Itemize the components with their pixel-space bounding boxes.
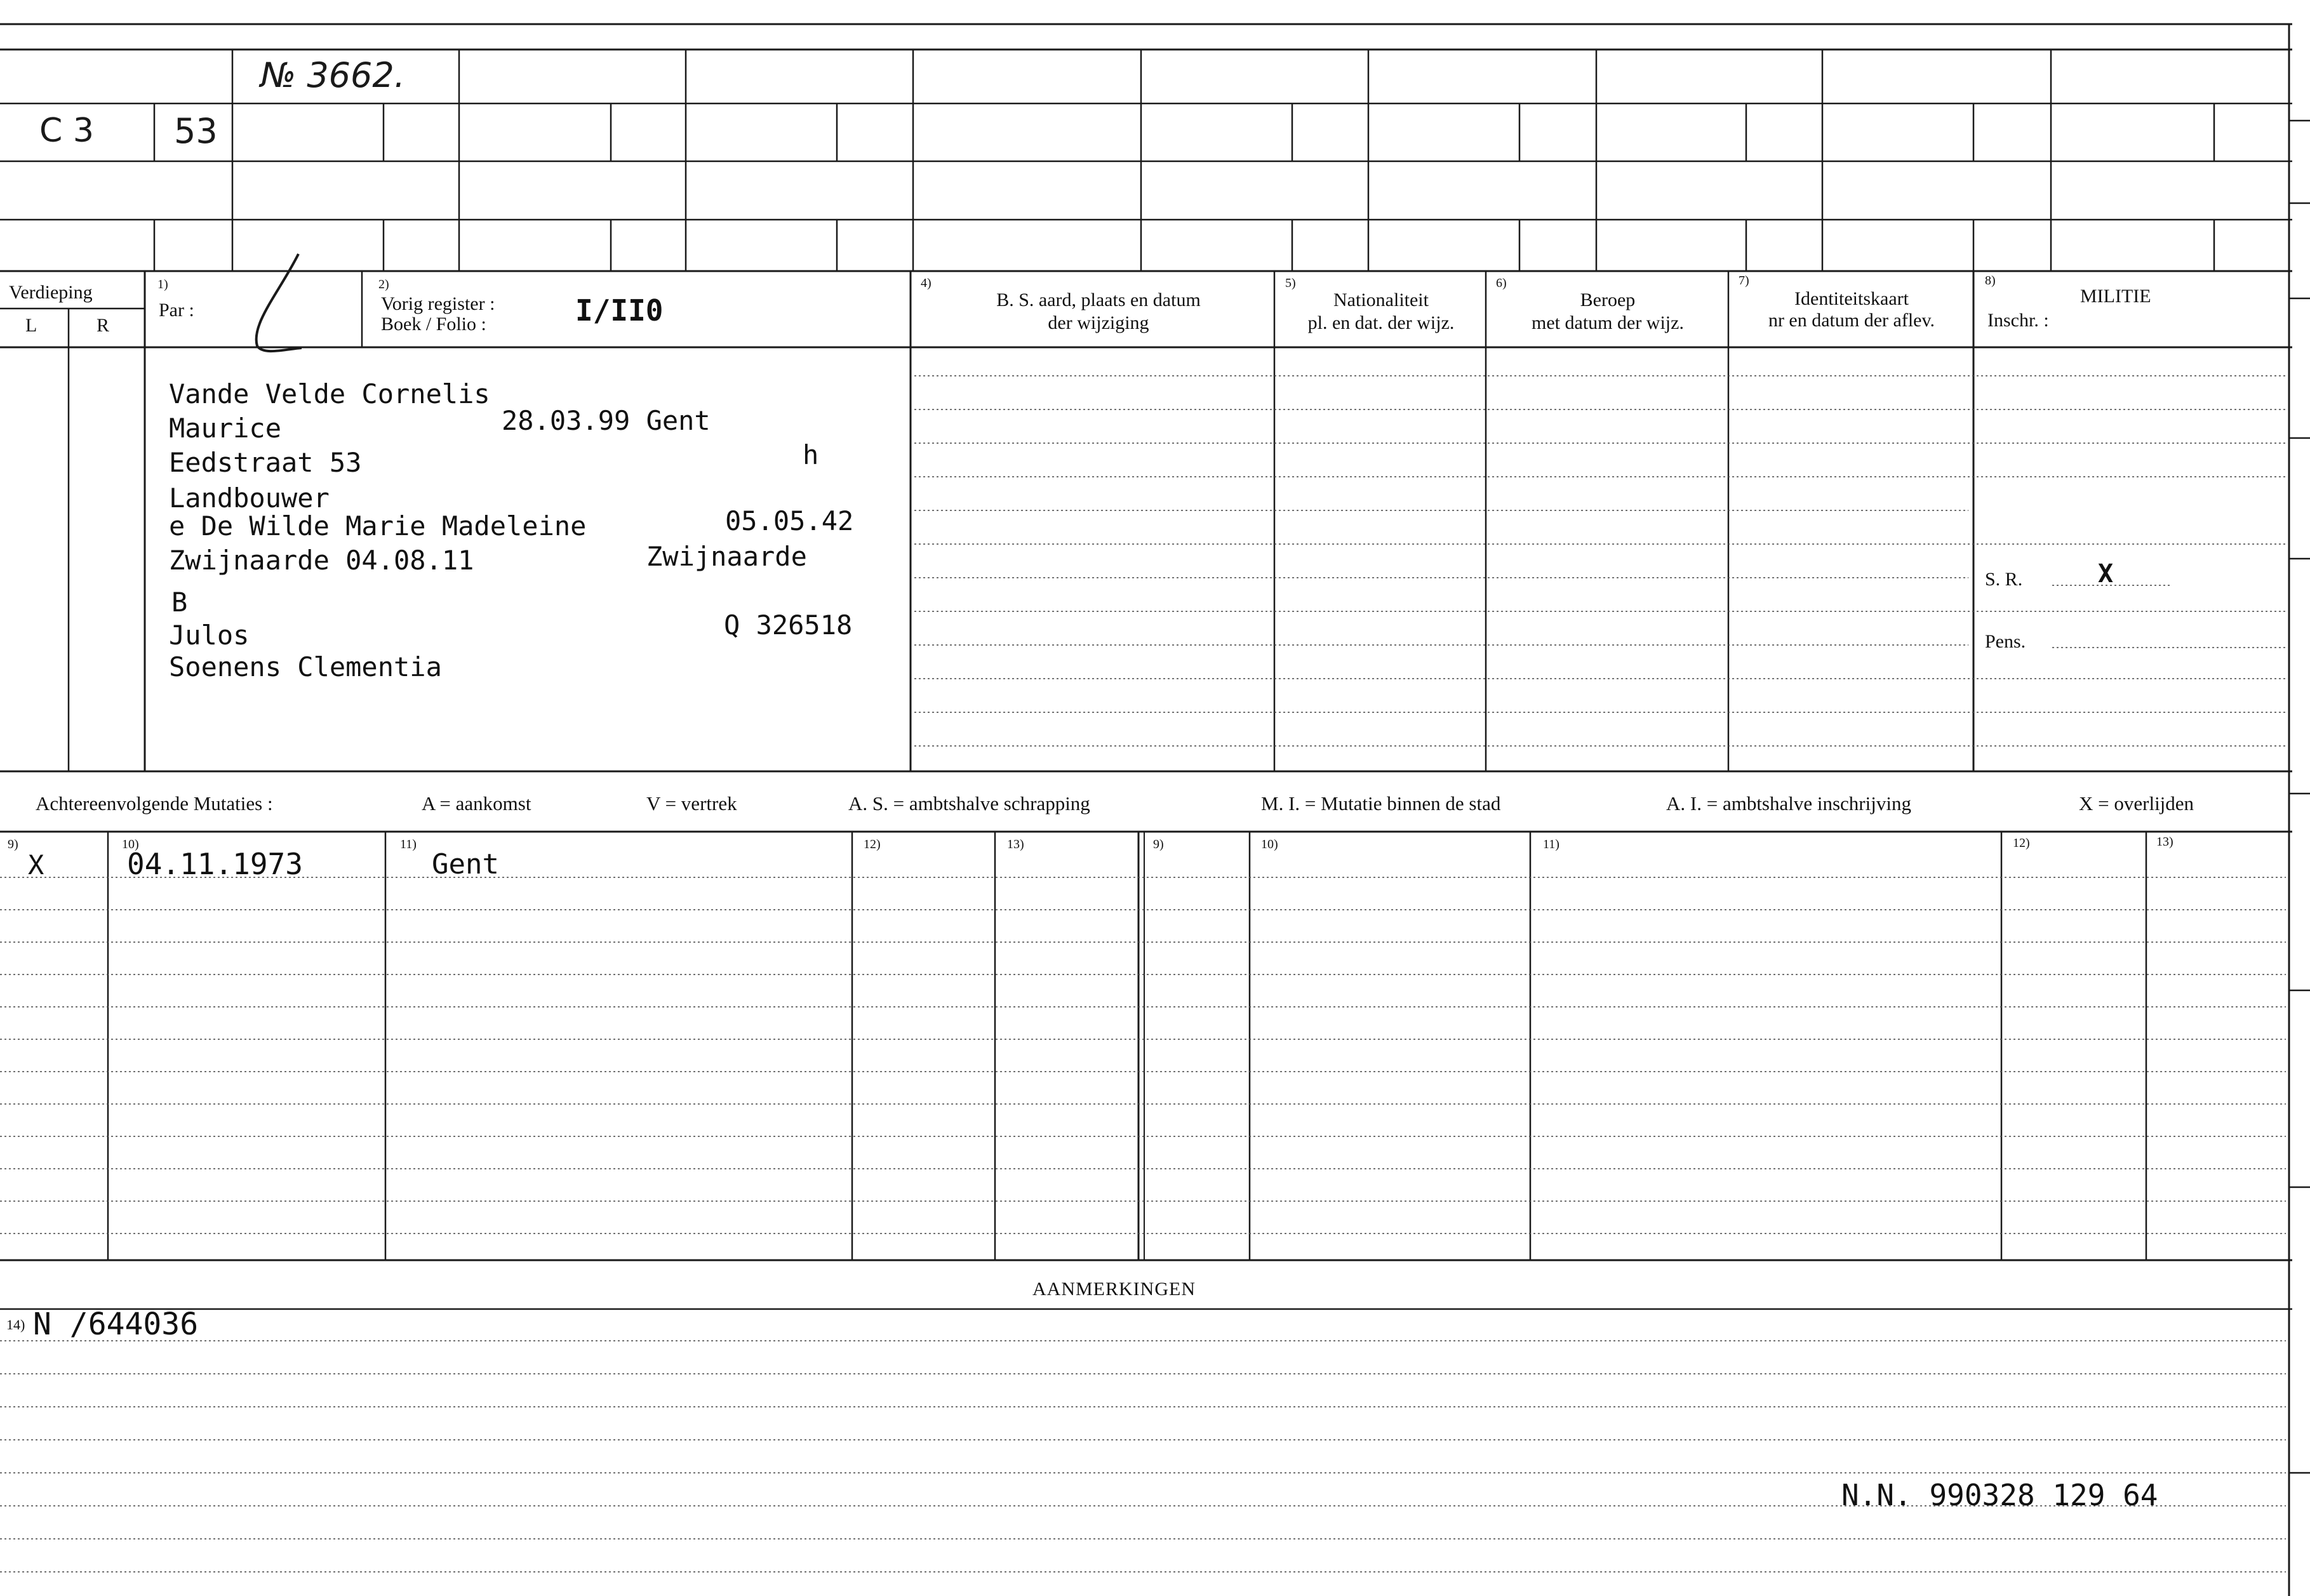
person-h-mark: h [803, 439, 819, 470]
militie-title: MILITIE [2080, 286, 2151, 307]
col4-header-line1: B. S. aard, plaats en datum [996, 289, 1201, 310]
col6-header-line2: met datum der wijz. [1532, 312, 1684, 333]
remarks-title: AANMERKINGEN [1032, 1279, 1196, 1300]
vorig-register-label: Vorig register : [381, 293, 495, 314]
sr-label: S. R. [1985, 569, 2023, 590]
vorig-register-value: I/II0 [575, 293, 664, 328]
mutation-col-12-right: 12) [2013, 836, 2030, 850]
mutation-col-13-left: 13) [1007, 837, 1024, 851]
field-number-7: 7) [1739, 274, 1749, 288]
remarks-line1: N /644036 [33, 1307, 199, 1342]
grid-cell-c3: C 3 [39, 112, 94, 150]
mutation-col-13-right: 13) [2156, 835, 2173, 849]
legend-overlijden: X = overlijden [2079, 792, 2194, 815]
mutations-legend-title: Achtereenvolgende Mutaties : [36, 792, 273, 815]
verdieping-l-label: L [25, 315, 37, 336]
field-number-8: 8) [1985, 274, 1996, 288]
pens-label: Pens. [1985, 631, 2026, 652]
field-number-5: 5) [1285, 276, 1296, 290]
mutation-col-10-right: 10) [1261, 837, 1278, 851]
person-b-mark: B [171, 587, 188, 618]
field-number-6: 6) [1496, 276, 1507, 290]
legend-mutatie-binnen-stad: M. I. = Mutatie binnen de stad [1261, 792, 1501, 815]
verdieping-label: Verdieping [9, 282, 93, 303]
mutation-row1-date: 04.11.1973 [127, 847, 303, 881]
legend-ambtshalve-schrapping: A. S. = ambtshalve schrapping [848, 792, 1090, 815]
national-number: N.N. 990328 129 64 [1841, 1478, 2158, 1512]
field-number-1: 1) [157, 277, 168, 291]
card-number: № 3662. [260, 55, 405, 95]
person-spouse-date: 05.05.42 [725, 505, 854, 536]
mutation-row1-place: Gent [432, 848, 499, 881]
col7-header-line2: nr en datum der aflev. [1768, 310, 1935, 331]
mutation-col-9-left: 9) [8, 837, 18, 851]
mutation-row1-type: X [28, 849, 44, 881]
col4-header-line2: der wijziging [1048, 312, 1149, 333]
person-birth: 28.03.99 Gent [502, 405, 711, 436]
inschr-label: Inschr. : [1987, 310, 2049, 331]
sr-value: X [2098, 559, 2114, 589]
person-id-code: Q 326518 [724, 609, 853, 641]
field-number-4: 4) [921, 276, 931, 290]
legend-aankomst: A = aankomst [422, 792, 531, 815]
col5-header-line1: Nationaliteit [1333, 289, 1429, 310]
par-handwritten-mark [257, 254, 302, 351]
mutation-col-11-right: 11) [1543, 837, 1559, 851]
person-address: Eedstraat 53 [169, 447, 362, 478]
mutation-col-12-left: 12) [864, 837, 881, 851]
col6-header-line1: Beroep [1580, 289, 1636, 310]
par-label: Par : [159, 300, 194, 321]
person-spouse: e De Wilde Marie Madeleine [169, 510, 587, 542]
legend-vertrek: V = vertrek [646, 792, 737, 815]
person-name-line1: Vande Velde Cornelis [169, 378, 490, 409]
person-spouse-place: Zwijnaarde [646, 541, 807, 572]
mutation-col-10-left: 10) [122, 837, 139, 851]
mutation-col-11-left: 11) [400, 837, 417, 851]
legend-ambtshalve-inschrijving: A. I. = ambtshalve inschrijving [1666, 792, 1911, 815]
boek-folio-label: Boek / Folio : [381, 314, 486, 335]
field-number-2: 2) [378, 277, 389, 291]
col7-header-line1: Identiteitskaart [1794, 288, 1909, 309]
person-name-line2: Maurice [169, 413, 282, 444]
col5-header-line2: pl. en dat. der wijz. [1307, 312, 1455, 333]
person-occupation: Landbouwer [169, 482, 330, 514]
mutation-col-9-right: 9) [1153, 837, 1164, 851]
verdieping-r-label: R [97, 315, 110, 336]
grid-cell-53: 53 [174, 111, 218, 151]
person-spouse-birth: Zwijnaarde 04.08.11 [169, 545, 474, 576]
field-number-14: 14) [6, 1317, 25, 1333]
person-father: Julos [169, 620, 250, 651]
person-mother: Soenens Clementia [169, 651, 442, 682]
